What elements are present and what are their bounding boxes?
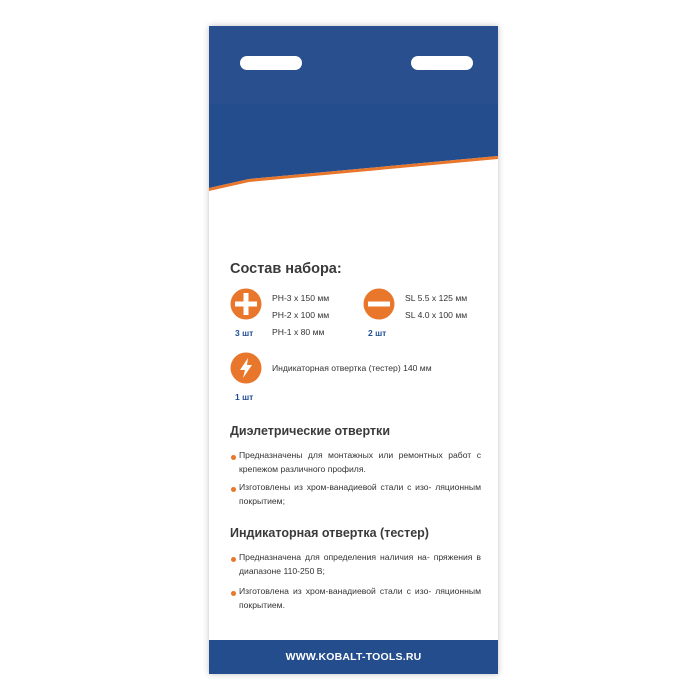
lightning-bolt-icon	[230, 352, 262, 384]
phillips-cross-icon	[230, 288, 262, 320]
phillips-spec: PH-3 x 150 мм	[272, 293, 330, 303]
bullet-dot	[231, 557, 236, 562]
tester-qty: 1 шт	[235, 392, 254, 402]
bullet-dot	[231, 455, 236, 460]
bullet-dot	[231, 487, 236, 492]
dielectric-bullet: Предназначены для монтажных или ремонтных работ с крепежом различного профиля.	[239, 450, 481, 474]
footer-website-link[interactable]: WWW.KOBALT-TOOLS.RU	[209, 640, 498, 674]
indicator-title: Индикаторная отвертка (тестер)	[230, 526, 429, 540]
hang-slot-right	[411, 56, 473, 70]
hang-slot-left	[240, 56, 302, 70]
dielectric-title: Диэлетрические отвертки	[230, 424, 390, 438]
phillips-spec-list	[272, 290, 329, 341]
phillips-spec: PH-2 x 100 мм	[272, 310, 330, 320]
phillips-spec: PH-1 x 80 мм	[272, 327, 325, 337]
dielectric-bullet: Изготовлены из хром-ванадиевой стали с изо- ляционным покрытием;	[239, 482, 481, 506]
tester-spec: Индикаторная отвертка (тестер) 140 мм	[272, 363, 432, 373]
bullet-dot	[231, 591, 236, 596]
indicator-bullet: Предназначена для определения наличия на- пряжения в диапазоне 110-250 В;	[239, 552, 481, 576]
phillips-qty: 3 шт	[235, 328, 254, 338]
package-card	[209, 26, 498, 674]
slotted-minus-icon	[363, 288, 395, 320]
slotted-spec: SL 5.5 x 125 мм	[405, 293, 468, 303]
slotted-spec-list	[405, 290, 467, 324]
slotted-qty: 2 шт	[368, 328, 387, 338]
indicator-bullet: Изготовлена из хром-ванадиевой стали с изо- ляционным покрытием.	[239, 586, 481, 610]
slotted-spec: SL 4.0 x 100 мм	[405, 310, 468, 320]
header-banner	[209, 26, 498, 216]
set-contents-title: Состав набора:	[230, 261, 342, 277]
